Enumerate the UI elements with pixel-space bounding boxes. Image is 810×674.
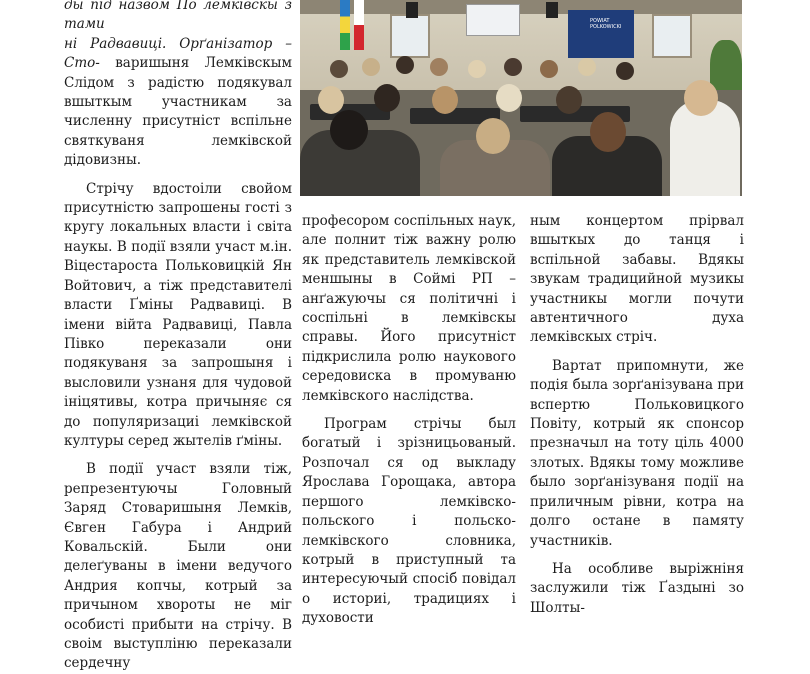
speaker-icon [546,2,558,18]
audience-member [590,112,626,152]
audience-member [374,84,400,112]
article-column-2 [302,212,516,629]
ceiling [300,0,742,14]
paragraph-program: Програм стрічы был богатый і зрізницьованый. Розпочал ся од выкладу Ярослава Горощака, автора першого лемківско-польского і польско-лемківского словника, котрый в приступный та интересуючый спосіб повідал о историі, традициях і духовости [302,416,516,627]
audience-member [616,62,634,80]
audience-member [432,86,458,114]
polish-flag [354,0,364,50]
paragraph-housewives: На особливе выріжніня заслужили тіж Ґаздыні зо Шолты- [530,560,744,616]
audience-member [476,118,510,154]
audience-member [556,86,582,114]
article-column-3 [530,212,744,618]
audience-member [430,58,448,76]
paragraph-concert: ным концертом прірвал вшыткых до танця і вспільной забавы. Вдякы звукам традицийной музикы участникы могли почути автентичного духа лемківскых стріч. [530,213,744,346]
audience-member [468,60,486,78]
paragraph-guests: Стрічу вдостоіли свойом присутністю запрошены гості з кругу локальных власти і світа наукы. В події взяли участ м.ін. Віцестароста Польковицкій Ян Войтович, а тіж представителі власти Ґміны Радвавиці. В імени війта Радвавиці, Павла Півко переказали они подякуваня за запрошыня і высловили узнаня для чудовой ініцятивы, котра причыняє ся до популяризациі лемківской културы серед жытелів ґміны. [64,180,292,449]
audience-member [684,80,718,116]
lemko-flag [340,0,350,50]
projection-screen [466,4,520,36]
banner-text: POWIAT POLKOWICKI [590,18,622,30]
event-photo [300,0,742,196]
paragraph-professor: професором соспільных наук, але полнит тіж важну ролю як представитель лемківской меншыны в Соймі РП – анґажуючы ся політичні і соспільні в лемківскы справы. Його присутніст підкрислила ролю наукового середовиска в промуваню лемківского наслідства. [302,213,516,404]
article-column-1 [64,0,292,674]
audience-member [540,60,558,78]
window [390,14,430,58]
audience-member [330,60,348,78]
paragraph-delegates: В події участ взяли тіж, репрезентуючы Головный Заряд Стоваришыня Лемків, Євген Габура і Андрий Ковальскій. Были они делеґуваны в імени ведучого Андрия копчы, котрый за причыном хвороты не міг особисті прибыти на стрічу. В своім выступліню переказали сердечну [64,461,292,672]
audience-member [318,86,344,114]
audience-member [362,58,380,76]
paragraph-sponsor: Вартат припомнути, же подія была зорґанізувана при вспертю Польковицкого Повіту, котрый як спонсор презначыл на тоту ціль 4000 злотых. Вдякы тому можливе было зорґанізуваня події на приличным рівни, котра на долго остане в памяту участників. [530,357,744,549]
paragraph-intro [64,0,292,171]
audience-member [496,84,522,112]
speaker-icon [406,2,418,18]
audience-member [578,58,596,76]
audience-member [396,56,414,74]
italic-line: ні Радвавиці. Орґанізатор – Сто- [64,35,292,72]
italic-line: ды під назвом По лемківскы з тами [64,0,292,33]
window [652,14,692,58]
audience-member [504,58,522,76]
audience-member [330,110,368,150]
paragraph-text: варишыня Лемківскым Слідом з радістю подякувал вшыткым участникам за численну присутніст вспільне святкуваня лемківской дідовизны. [64,55,292,169]
